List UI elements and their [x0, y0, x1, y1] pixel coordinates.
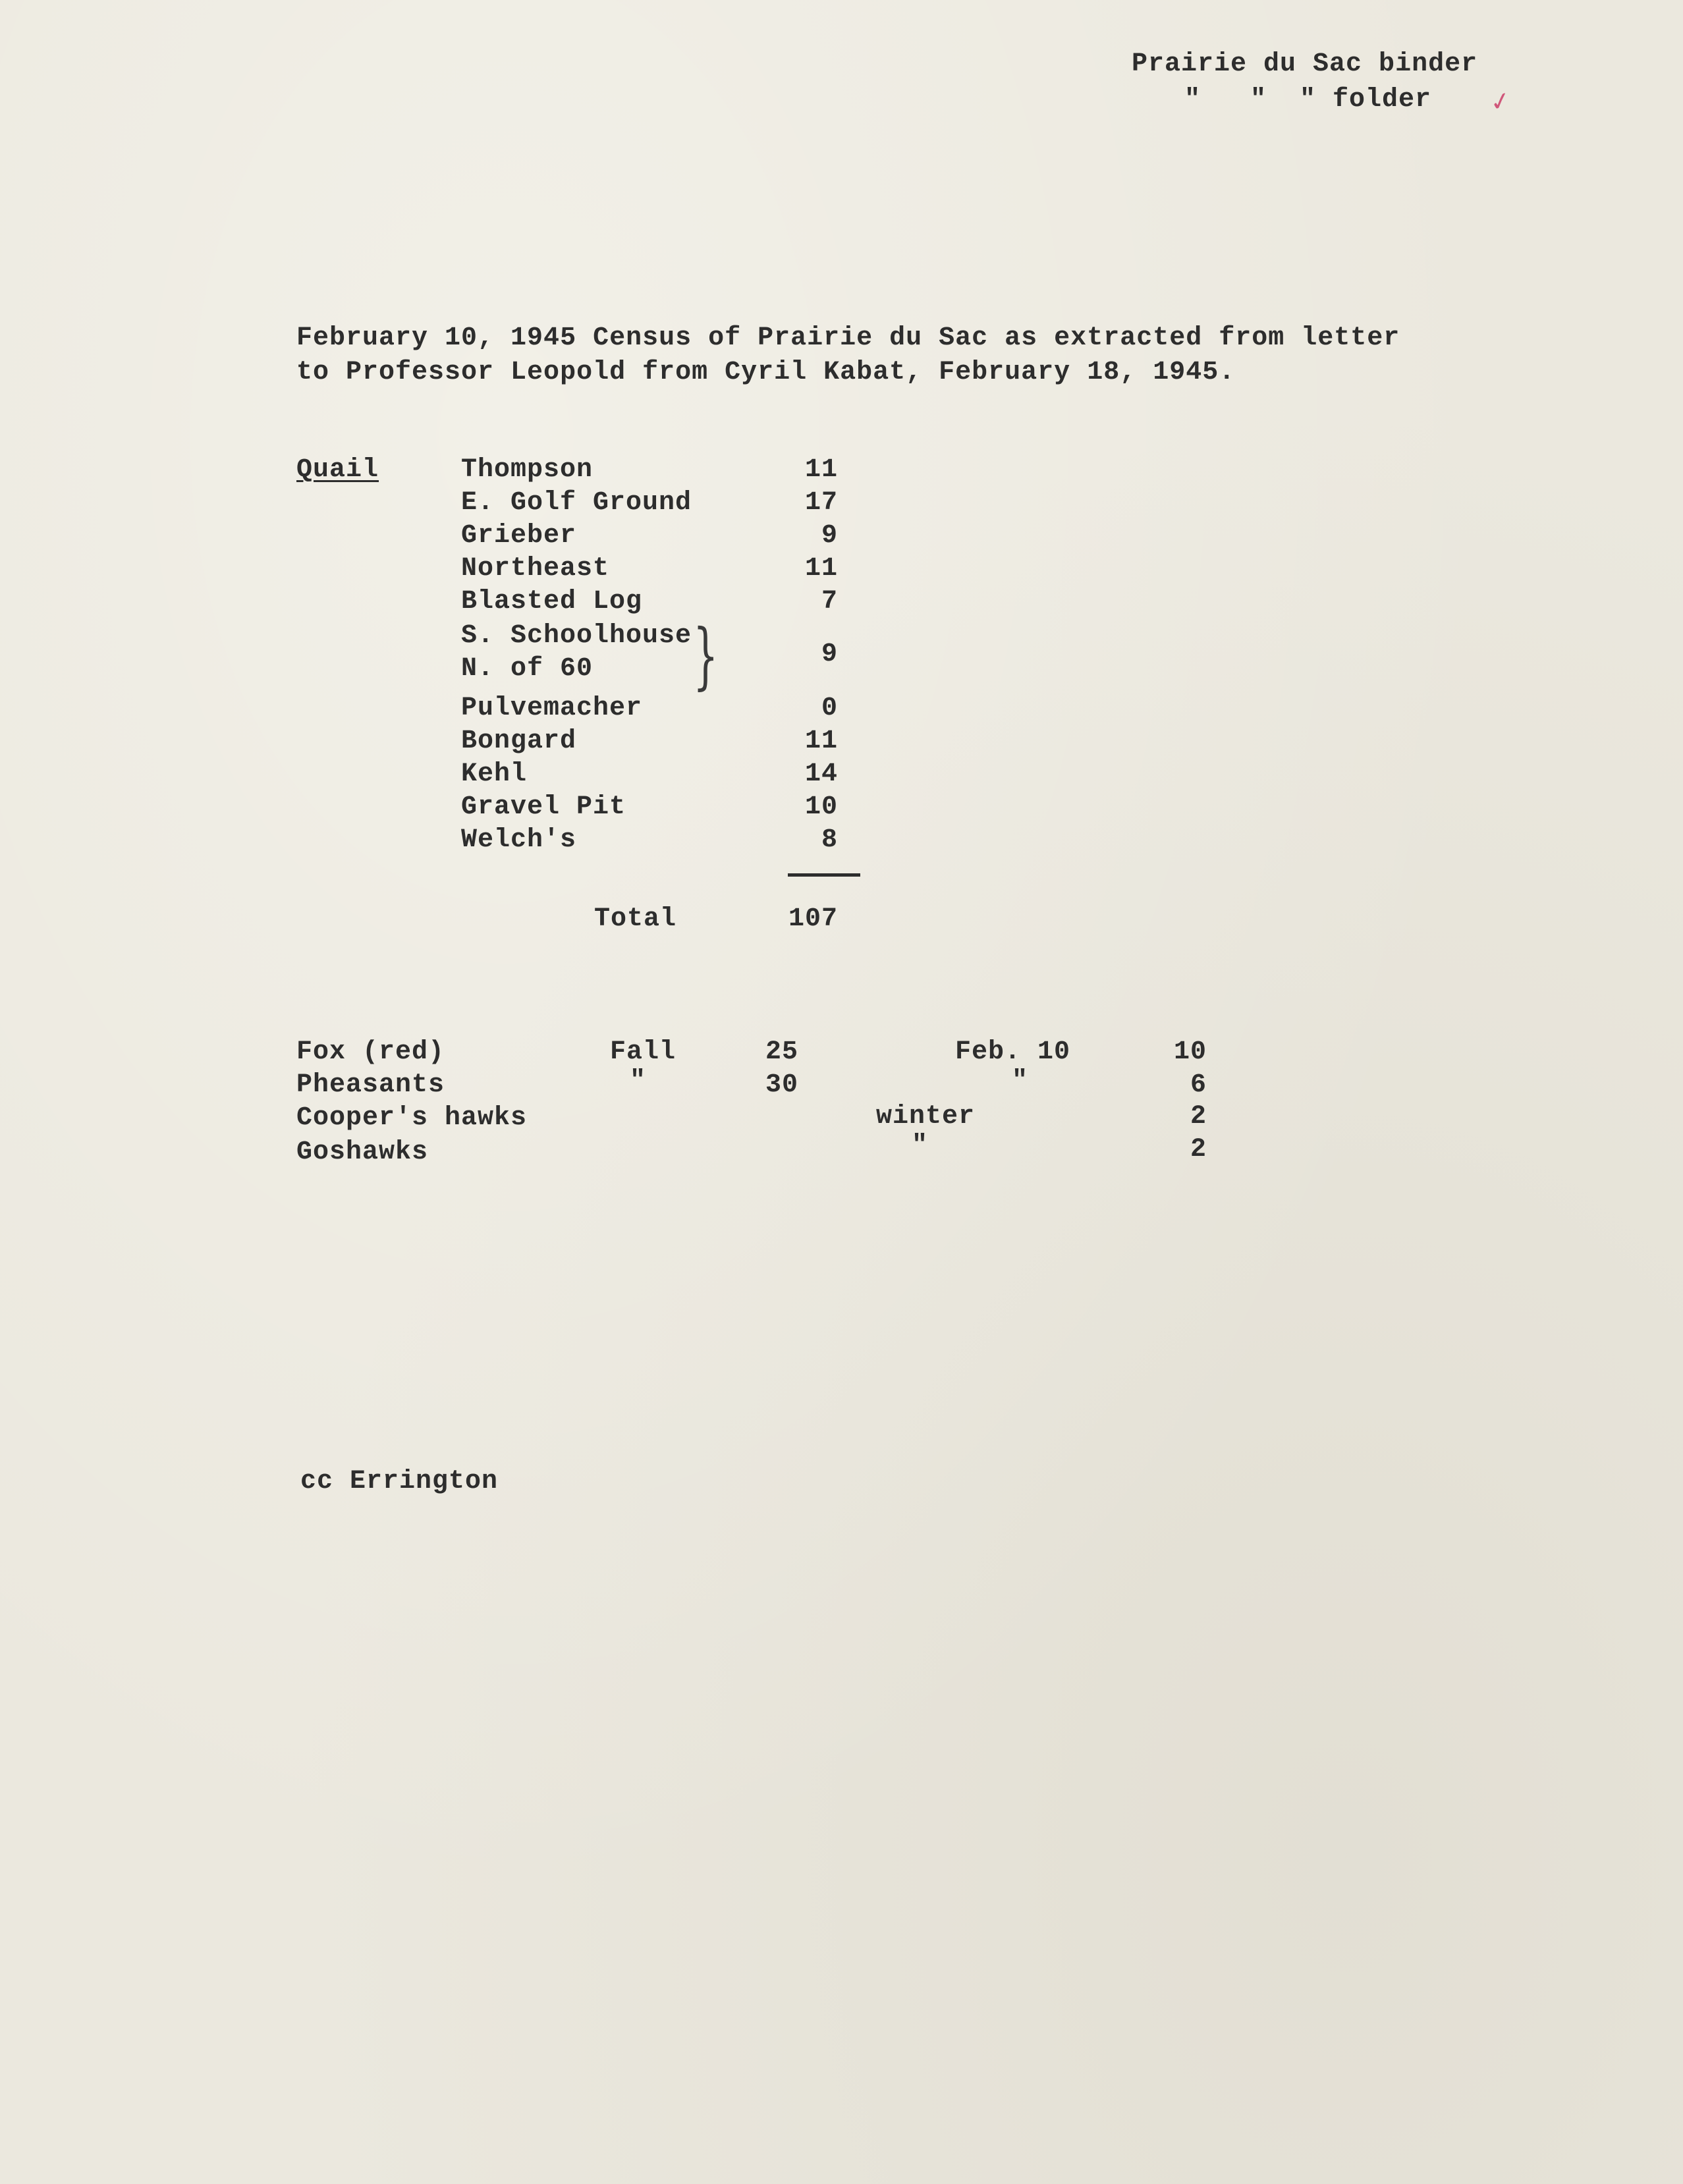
species-pheasants: Pheasants — [296, 1070, 445, 1100]
quail-location-n-of-60: N. of 60 — [461, 654, 593, 684]
fox-period-fall: Fall — [610, 1037, 676, 1067]
coopers-hawks-count: 2 — [1190, 1102, 1207, 1132]
quail-count-blasted-log: 7 — [821, 587, 838, 616]
goshawks-period: " — [912, 1131, 929, 1160]
header-binder-line: Prairie du Sac binder — [1132, 49, 1478, 79]
quail-count-pulvemacher: 0 — [821, 694, 838, 723]
pheasants-count-feb: 6 — [1190, 1070, 1207, 1100]
fox-period-feb: Feb. 10 — [955, 1037, 1071, 1067]
quail-heading: Quail — [296, 455, 379, 485]
header-folder-line: " " " folder — [1184, 85, 1432, 115]
quail-count-northeast: 11 — [804, 554, 838, 584]
cc-line: cc Errington — [300, 1467, 499, 1496]
coopers-hawks-period: winter — [876, 1102, 976, 1132]
quail-count-bongard: 11 — [804, 726, 838, 756]
quail-location-gravel-pit: Gravel Pit — [461, 792, 626, 822]
species-fox: Fox (red) — [296, 1037, 445, 1067]
quail-location-golf-ground: E. Golf Ground — [461, 488, 692, 518]
quail-location-northeast: Northeast — [461, 554, 610, 584]
quail-location-schoolhouse: S. Schoolhouse — [461, 621, 692, 651]
quail-location-thompson: Thompson — [461, 455, 593, 485]
quail-total-value: 107 — [788, 904, 838, 934]
pheasants-period-fall: " — [630, 1066, 647, 1096]
pheasants-count-fall: 30 — [765, 1070, 798, 1100]
pheasants-period-feb: " — [1012, 1066, 1029, 1096]
species-goshawks: Goshawks — [296, 1137, 429, 1167]
quail-count-grieber: 9 — [821, 521, 838, 551]
quail-count-welchs: 8 — [821, 825, 838, 855]
quail-location-grieber: Grieber — [461, 521, 577, 551]
goshawks-count: 2 — [1190, 1135, 1207, 1164]
quail-location-welchs: Welch's — [461, 825, 577, 855]
quail-location-blasted-log: Blasted Log — [461, 587, 643, 616]
fox-count-fall: 25 — [765, 1037, 798, 1067]
quail-location-kehl: Kehl — [461, 759, 528, 789]
quail-count-thompson: 11 — [804, 455, 838, 485]
quail-count-golf-ground: 17 — [804, 488, 838, 518]
fox-count-feb: 10 — [1173, 1037, 1207, 1067]
intro-line-2: to Professor Leopold from Cyril Kabat, February 18, 1945. — [296, 358, 1236, 387]
quail-count-kehl: 14 — [804, 759, 838, 789]
quail-total-label: Total — [594, 904, 677, 934]
quail-count-schoolhouse-group: 9 — [821, 640, 838, 669]
bracket-glyph: } — [693, 613, 719, 697]
quail-count-gravel-pit: 10 — [804, 792, 838, 822]
intro-line-1: February 10, 1945 Census of Prairie du Sac as extracted from letter — [296, 323, 1400, 353]
quail-location-pulvemacher: Pulvemacher — [461, 694, 643, 723]
species-coopers-hawks: Cooper's hawks — [296, 1103, 528, 1133]
checkmark-icon: ✓ — [1487, 85, 1514, 118]
quail-location-bongard: Bongard — [461, 726, 577, 756]
total-rule — [788, 873, 860, 877]
